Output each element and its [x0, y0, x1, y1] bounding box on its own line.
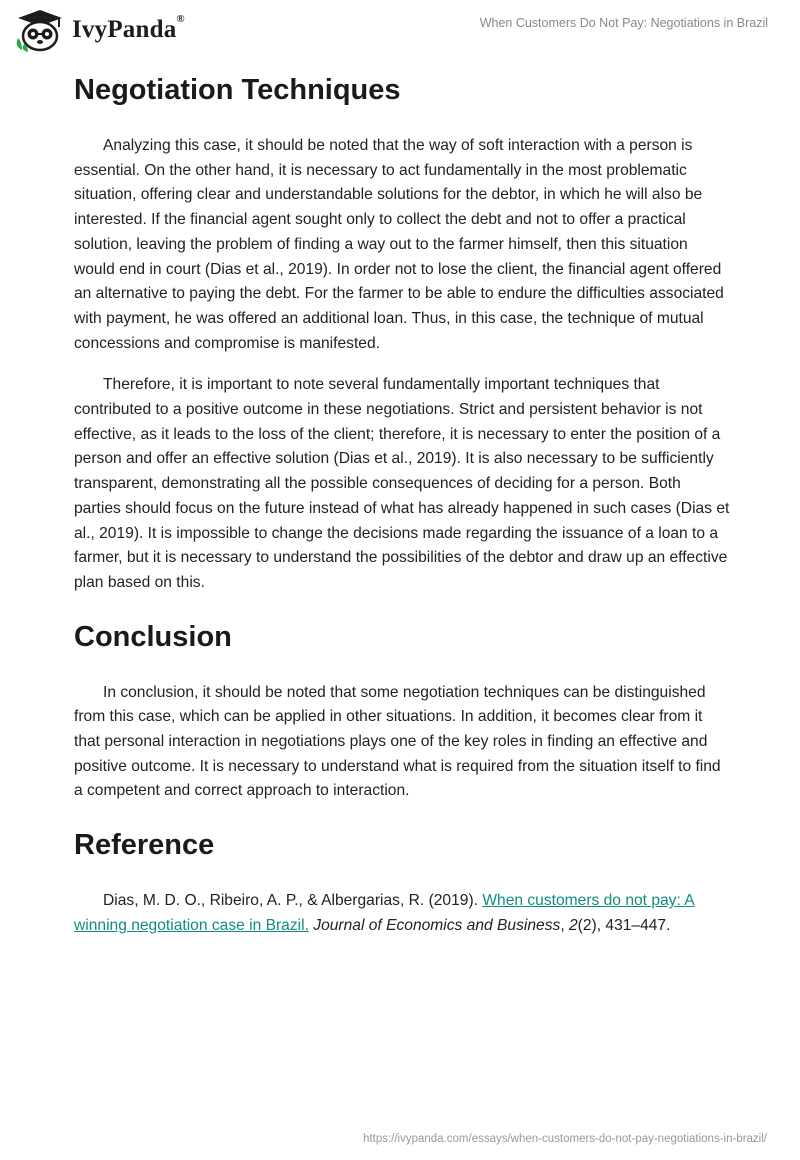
section-conclusion	[74, 613, 730, 805]
document-title: When Customers Do Not Pay: Negotiations in Brazil	[479, 16, 768, 30]
section-negotiation-techniques	[74, 66, 730, 596]
reference-entry	[74, 889, 730, 938]
page-header	[0, 0, 800, 60]
section-heading: Reference	[74, 829, 215, 862]
paragraph: In conclusion, it should be noted that some negotiation techniques can be distinguished from this case, which can be applied in other situations. In addition, it becomes clear from it that personal interaction in negotiations plays one of the key roles in finding an effective and positive outcome. It is necessary to understand what is required from the situation itself to find a competent and correct approach to interaction.	[74, 683, 721, 800]
paragraph: Therefore, it is important to note several fundamentally important techniques that contributed to a positive outcome in these negotiations. Strict and persistent behavior is not effective, as it leads to the loss of the client; therefore, it is necessary to enter the position of a person and offer an effective solution (Dias et al., 2019). It is also necessary to be sufficiently transparent, demonstrating all the possible consequences of deciding for a person. Both parties should focus on the future instead of what has already happened in such cases (Dias et al., 2019). It is impossible to change the decisions made regarding the issuance of a loan to a farmer, but it is necessary to understand the possibilities of the debtor and draw up an effective plan based on this.	[74, 376, 730, 591]
reference-link[interactable]: When customers do not pay: A winning negotiation case in Brazil.	[74, 892, 695, 934]
reference-journal: Journal of Economics and Business	[313, 916, 561, 934]
essay-content	[74, 66, 730, 956]
panda-logo-icon	[14, 8, 66, 52]
section-reference	[74, 821, 730, 938]
section-heading: Conclusion	[74, 620, 232, 653]
reference-issue-pages: (2), 431–447.	[577, 916, 671, 934]
paragraph: Analyzing this case, it should be noted that the way of soft interaction with a person is essential. On the other hand, it is necessary to act fundamentally in the most problematic situation, offering clear and understandable solutions for the debtor, in which he will also be interested. If the financial agent sought only to collect the debt and not to offer a practical solution, leaving the problem of finding a way out to the farmer himself, then this situation would end in court (Dias et al., 2019). In order not to lose the client, the financial agent offered an alternative to paying the debt. For the farmer to be able to endure the difficulties associated with payment, he was offered an additional loan. Thus, in this case, the technique of mutual concessions and compromise is manifested.	[74, 137, 724, 352]
section-heading: Negotiation Techniques	[74, 74, 401, 106]
reference-volume: 2	[568, 916, 578, 934]
reference-separator: ,	[560, 916, 569, 934]
brand-name: IvyPanda®	[72, 13, 185, 43]
footer-url[interactable]: https://ivypanda.com/essays/when-customers-do-not-pay-negotiations-in-brazil/	[363, 1133, 767, 1145]
brand-logo[interactable]	[14, 8, 185, 52]
reference-authors: Dias, M. D. O., Ribeiro, A. P., & Albergarias, R. (2019).	[103, 892, 483, 910]
